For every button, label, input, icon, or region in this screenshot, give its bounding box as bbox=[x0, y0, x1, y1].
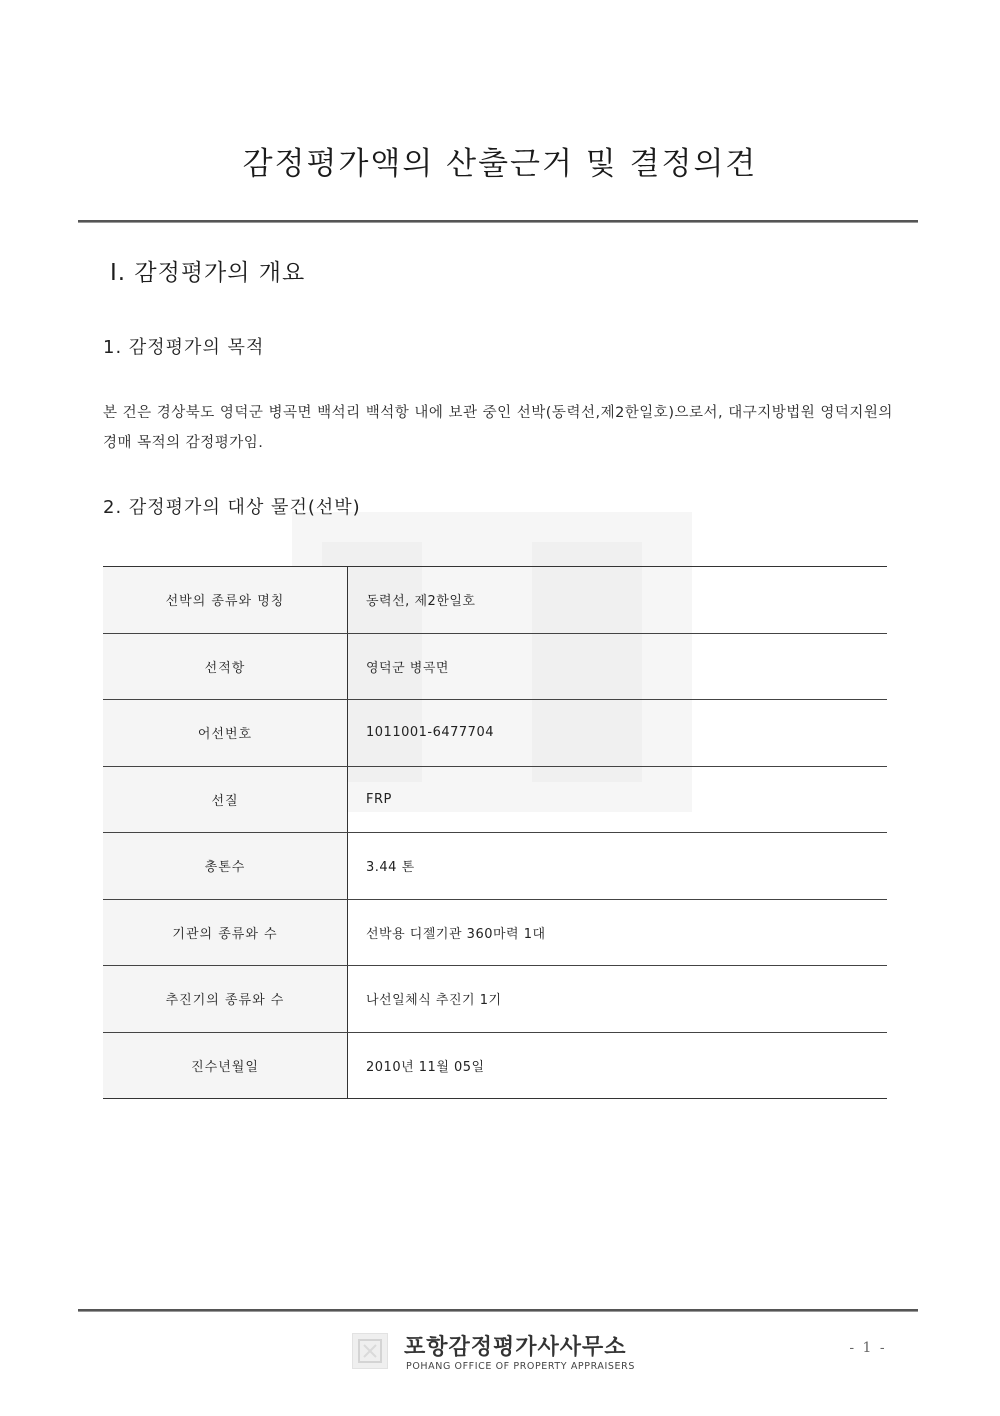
subject-heading: 2. 감정평가의 대상 물건(선박) bbox=[103, 497, 361, 518]
purpose-text: 본 건은 경상북도 영덕군 병곡면 백석리 백석항 내에 보관 중인 선박(동력선,제2한일호)으로서, 대구지방법원 영덕지원의 경매 목적의 감정평가임. bbox=[103, 405, 893, 451]
table-row bbox=[103, 833, 887, 900]
row-value: 1011001-6477704 bbox=[348, 700, 888, 767]
row-value: FRP bbox=[348, 766, 888, 833]
row-label: 진수년월일 bbox=[103, 1032, 348, 1099]
row-label: 선적항 bbox=[103, 633, 348, 700]
row-label: 기관의 종류와 수 bbox=[103, 899, 348, 966]
row-label: 어선번호 bbox=[103, 700, 348, 767]
table-row bbox=[103, 966, 887, 1033]
row-value: 동력선, 제2한일호 bbox=[348, 567, 888, 634]
office-name-english: POHANG OFFICE OF PROPERTY APPRAISERS bbox=[406, 1361, 635, 1372]
page-number: - 1 - bbox=[849, 1340, 887, 1356]
section-heading-overview: Ⅰ. 감정평가의 개요 bbox=[110, 260, 306, 286]
table-row bbox=[103, 899, 887, 966]
row-label: 추진기의 종류와 수 bbox=[103, 966, 348, 1033]
table-row bbox=[103, 633, 887, 700]
row-value: 영덕군 병곡면 bbox=[348, 633, 888, 700]
purpose-heading: 1. 감정평가의 목적 bbox=[103, 337, 265, 358]
row-value: 나선일체식 추진기 1기 bbox=[348, 966, 888, 1033]
row-label: 총톤수 bbox=[103, 833, 348, 900]
table-row bbox=[103, 1032, 887, 1099]
vessel-spec-table bbox=[103, 566, 887, 1099]
table-row bbox=[103, 766, 887, 833]
row-value: 선박용 디젤기관 360마력 1대 bbox=[348, 899, 888, 966]
row-value: 3.44 톤 bbox=[348, 833, 888, 900]
row-label: 선질 bbox=[103, 766, 348, 833]
row-label: 선박의 종류와 명칭 bbox=[103, 567, 348, 634]
header-divider bbox=[78, 220, 918, 223]
footer-divider bbox=[78, 1309, 918, 1312]
table-row bbox=[103, 567, 887, 634]
office-logo-icon bbox=[352, 1333, 388, 1369]
office-name: 포항감정평가사사무소 bbox=[404, 1335, 627, 1360]
table-row bbox=[103, 700, 887, 767]
document-title: 감정평가액의 산출근거 및 결정의견 bbox=[242, 146, 758, 182]
row-value: 2010년 11월 05일 bbox=[366, 1059, 485, 1075]
